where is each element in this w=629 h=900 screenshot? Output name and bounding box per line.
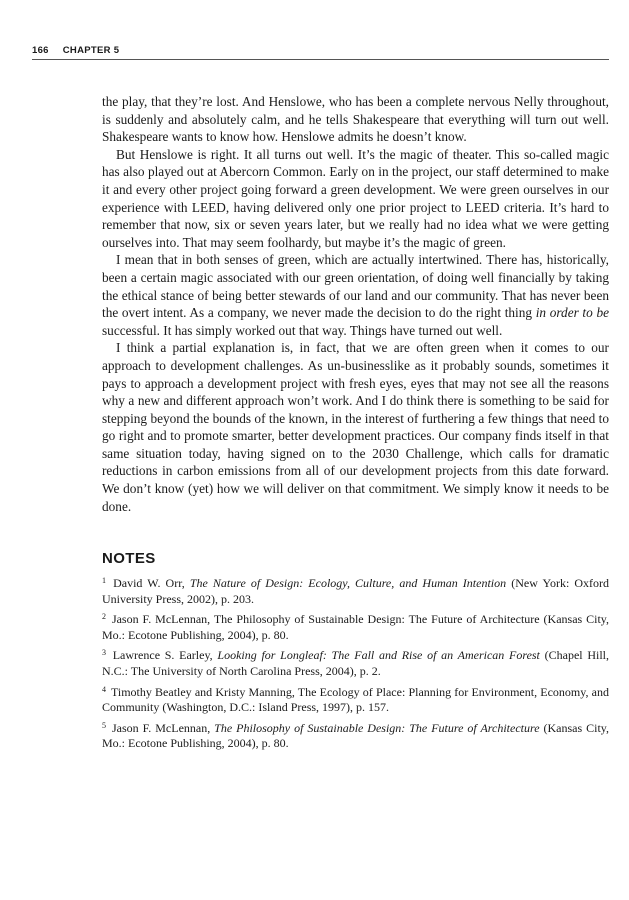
- note-text: Jason F. McLennan, The Philosophy of Sustainable Design: The Future of Architecture (Kansas City, Mo.: Ecotone Publishing, 2004), p. 80.: [102, 612, 610, 642]
- running-head: [32, 44, 609, 60]
- paragraph-text: But Henslowe is right. It all turns out well. It’s the magic of theater. This so-called magic has also played out at Abercorn Common. Early on in the project, our staff determined to make it and every other project going forward a green development. We were green ourselves in our experience with LEED, having delivered only one prior project to LEED criteria. It’s hard to remember that now, six or seven years later, but we really had no idea what we were getting ourselves into. That may seem foolhardy, but maybe it’s the magic of green.: [102, 146, 609, 250]
- note-title: The Philosophy of Sustainable Design: The Future of Architecture: [214, 720, 540, 735]
- paragraph: [102, 146, 609, 252]
- note: [102, 645, 609, 679]
- note-number: 5: [102, 720, 106, 730]
- paragraph-text: I think a partial explanation is, in fact, that we are often green when it comes to our approach to development challenges. As un-businesslike as it probably sounds, sometimes it pays to approach a development project with fresh eyes, eyes that may not see all the reasons why a new and different approach won’t work. And I do think there is something to be said for stepping beyond the bounds of the known, in the interest of furthering a few things that need to go right and to promote smarter, better development practices. Our company finds itself in that same situation today, having signed on to the 2030 Challenge, which calls for dramatic reductions in carbon emissions from all of our development projects from this date forward. We don’t know (yet) how we will deliver on that commitment. We simply know it needs to be done.: [102, 340, 609, 514]
- note-number: 2: [102, 612, 106, 622]
- note: [102, 682, 609, 716]
- paragraph-emphasis: in order to be: [535, 305, 609, 321]
- paragraph-text: successful. It has simply worked out that way. Things have turned out well.: [102, 322, 503, 338]
- note: [102, 609, 609, 643]
- paragraph-text: the play, that they’re lost. And Henslowe, who has been a complete nervous Nelly throughout, is suddenly and absolutely calm, and he tells Shakespeare that everything will turn out well. Shakespeare wants to know how. Henslowe admits he doesn’t know.: [102, 94, 609, 145]
- note-number: 1: [102, 576, 106, 585]
- note: [102, 718, 609, 752]
- chapter-label: CHAPTER 5: [62, 45, 120, 56]
- note-text: (Kansas City, Mo.: Ecotone Publishing, 2004), p. 80.: [102, 720, 609, 751]
- note-text: (Chapel Hill, N.C.: The University of North Carolina Press, 2004), p. 2.: [102, 648, 609, 678]
- paragraph-text: I mean that in both senses of green, which are actually intertwined. There has, historically, been a certain magic associated with our green orientation, of doing well financially by taking the ethical stance of being better stewards of our land and our community. That has never been the overt intent. As a company, we never made the decision to do the right thing: [102, 252, 609, 321]
- paragraph: [102, 93, 609, 146]
- note-text: David W. Orr,: [113, 576, 190, 590]
- paragraph: [102, 251, 609, 339]
- note-number: 3: [102, 648, 106, 658]
- page-number: 166: [32, 45, 49, 56]
- notes-list: [102, 573, 609, 754]
- note: [102, 573, 609, 607]
- body-text: [102, 93, 609, 515]
- note-number: 4: [102, 684, 106, 694]
- note-text: (New York: Oxford University Press, 2002), p. 203.: [102, 576, 610, 606]
- note-text: Timothy Beatley and Kristy Manning, The Ecology of Place: Planning for Environment, Economy, and Community (Washington, D.C.: Island Press, 1997), p. 157.: [102, 684, 609, 715]
- note-title: The Nature of Design: Ecology, Culture, and Human Intention: [189, 576, 507, 590]
- note-text: Lawrence S. Earley,: [112, 648, 218, 663]
- note-title: Looking for Longleaf: The Fall and Rise of an American Forest: [217, 648, 540, 663]
- paragraph: [102, 339, 609, 515]
- notes-heading: NOTES: [102, 550, 156, 567]
- note-text: Jason F. McLennan,: [111, 720, 215, 735]
